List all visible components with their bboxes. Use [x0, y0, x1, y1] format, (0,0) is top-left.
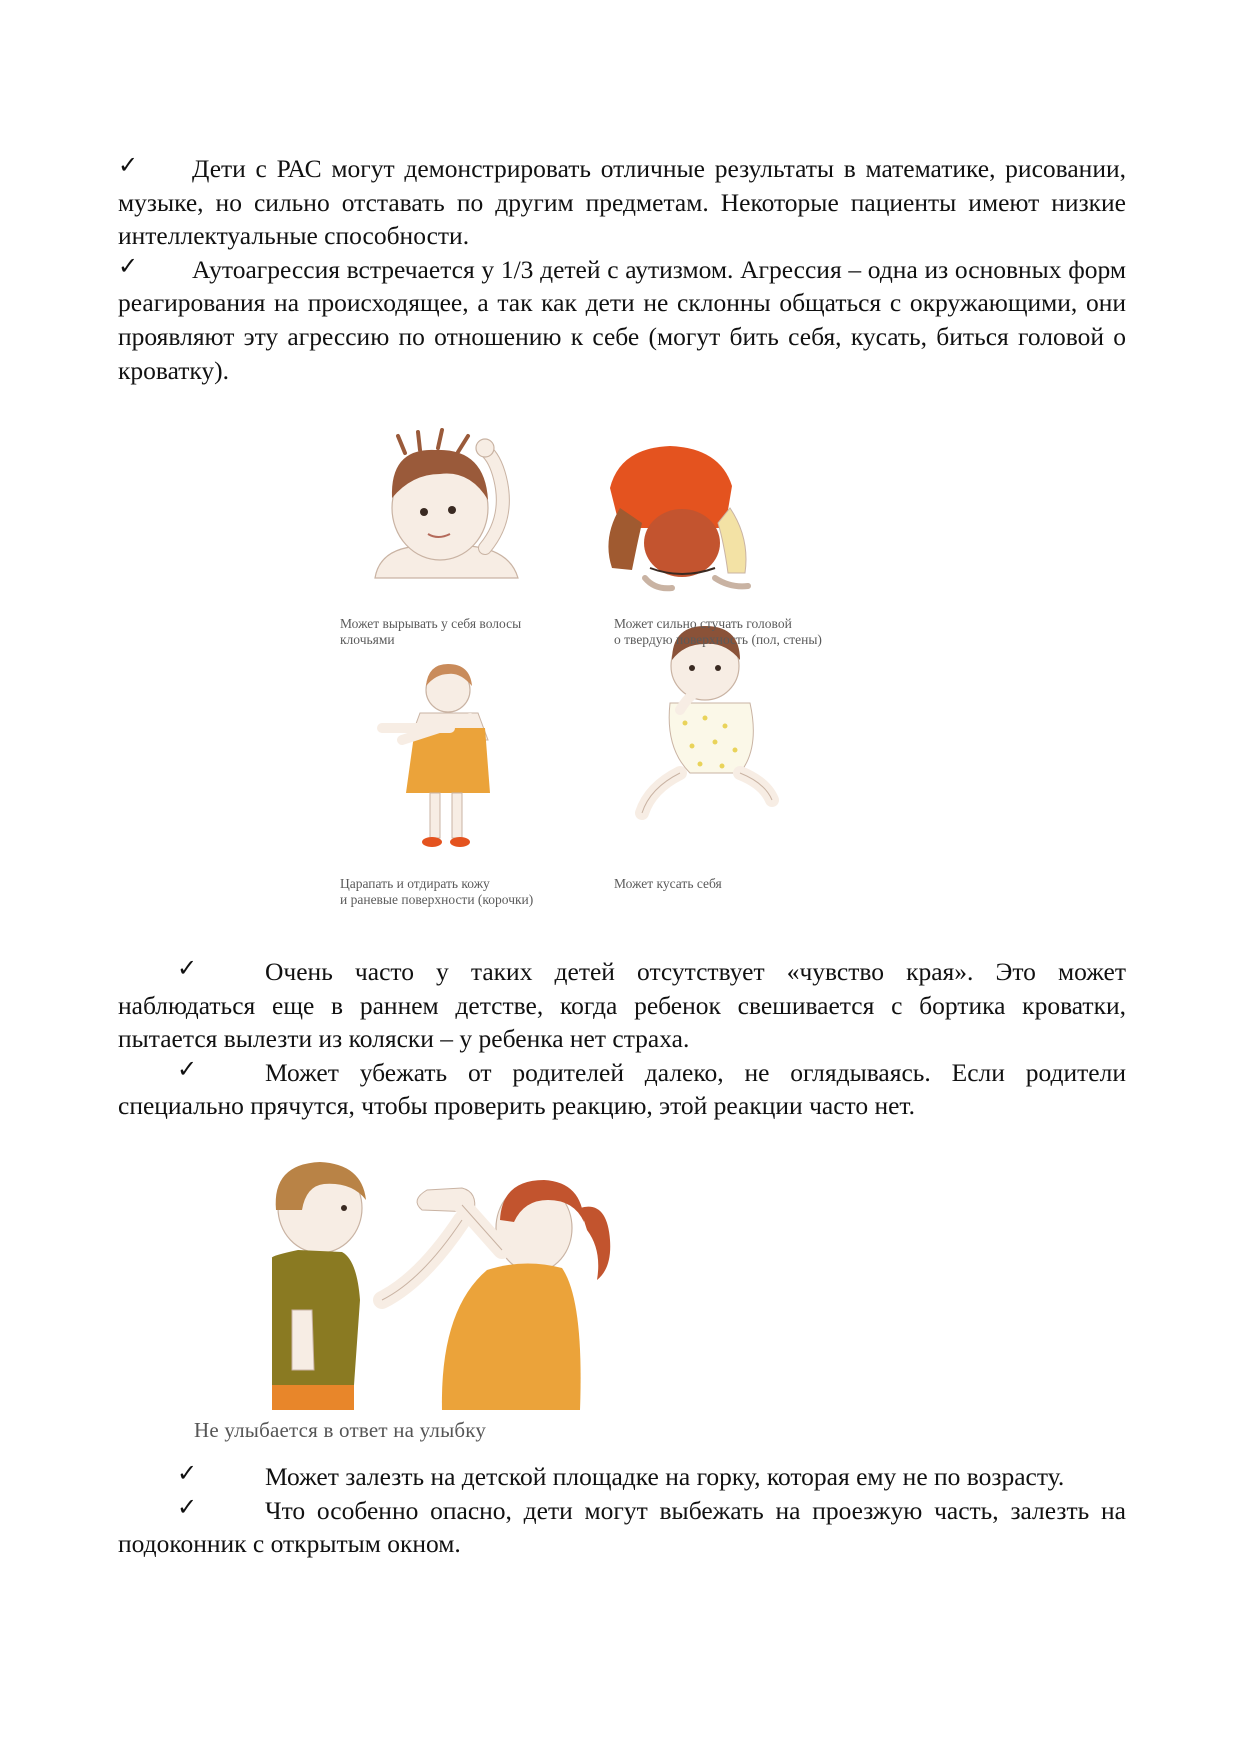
- skin-scratching-illustration: [382, 664, 490, 847]
- paragraph-danger: ✓ Что особенно опасно, дети могут выбежать на проезжую часть, залезть на подоконник с открытым окном.: [118, 1492, 1126, 1559]
- self-biting-illustration: [642, 626, 772, 813]
- caption-no-smile: Не улыбается в ответ на улыбку: [194, 1418, 487, 1442]
- caption-head-banging: Может сильно стучать головой о твердую поверхность (пол, стены): [614, 616, 822, 647]
- check-mark-icon: ✓: [118, 151, 139, 179]
- paragraph-edge-sense: ✓ Очень часто у таких детей отсутствует «чувство края». Это может наблюдаться еще в раннем детстве, когда ребенок свешивается с бортика кроватки, пытается вылезти из коляски – у ребенка нет страха.: [118, 954, 1126, 1054]
- paragraph-math-skills: ✓ Дети с РАС могут демонстрировать отличные результаты в математике, рисовании, музыке, но сильно отставать по другим предметам. Некоторые пациенты имеют низкие интеллектуальные способности.: [118, 151, 1126, 251]
- check-mark-icon: ✓: [177, 1459, 198, 1487]
- check-mark-icon: ✓: [177, 1054, 198, 1083]
- check-mark-icon: ✓: [118, 251, 139, 280]
- no-smile-illustration: [194, 1160, 652, 1450]
- paragraph-autoaggression: ✓ Аутоагрессия встречается у 1/3 детей с аутизмом. Агрессия – одна из основных форм реагирования на происходящее, а так как дети не склонны общаться с окружающими, они проявляют эту агрессию по отношению к себе (могут бить себя, кусать, биться головой о кроватку).: [118, 251, 1126, 385]
- check-mark-icon: ✓: [177, 1492, 198, 1521]
- mother-figure: [382, 1180, 610, 1410]
- caption-self-biting: Может кусать себя: [614, 876, 722, 891]
- check-mark-icon: ✓: [177, 954, 198, 982]
- hair-pulling-illustration: [375, 430, 518, 578]
- head-banging-illustration: [608, 446, 748, 588]
- text-block-bottom: [118, 1460, 1126, 1561]
- self-harm-illustrations: [320, 428, 890, 910]
- text-block-top: [118, 152, 1126, 387]
- paragraph-run-away: ✓ Может убежать от родителей далеко, не оглядываясь. Если родители специально прячутся, чтобы проверить реакцию, этой реакции часто нет.: [118, 1054, 1126, 1121]
- paragraph-playground-slide: ✓ Может залезть на детской площадке на горку, которая ему не по возрасту.: [177, 1459, 1065, 1491]
- child-figure: [272, 1162, 366, 1410]
- text-block-middle: [118, 955, 1126, 1123]
- no-smile-illustration-svg: [262, 1160, 652, 1410]
- self-harm-illustrations-svg: [320, 428, 890, 910]
- caption-skin-scratching: Царапать и отдирать кожу и раневые поверхности (корочки): [340, 876, 534, 907]
- caption-hair-pulling: Может вырывать у себя волосы клочьями: [340, 616, 522, 647]
